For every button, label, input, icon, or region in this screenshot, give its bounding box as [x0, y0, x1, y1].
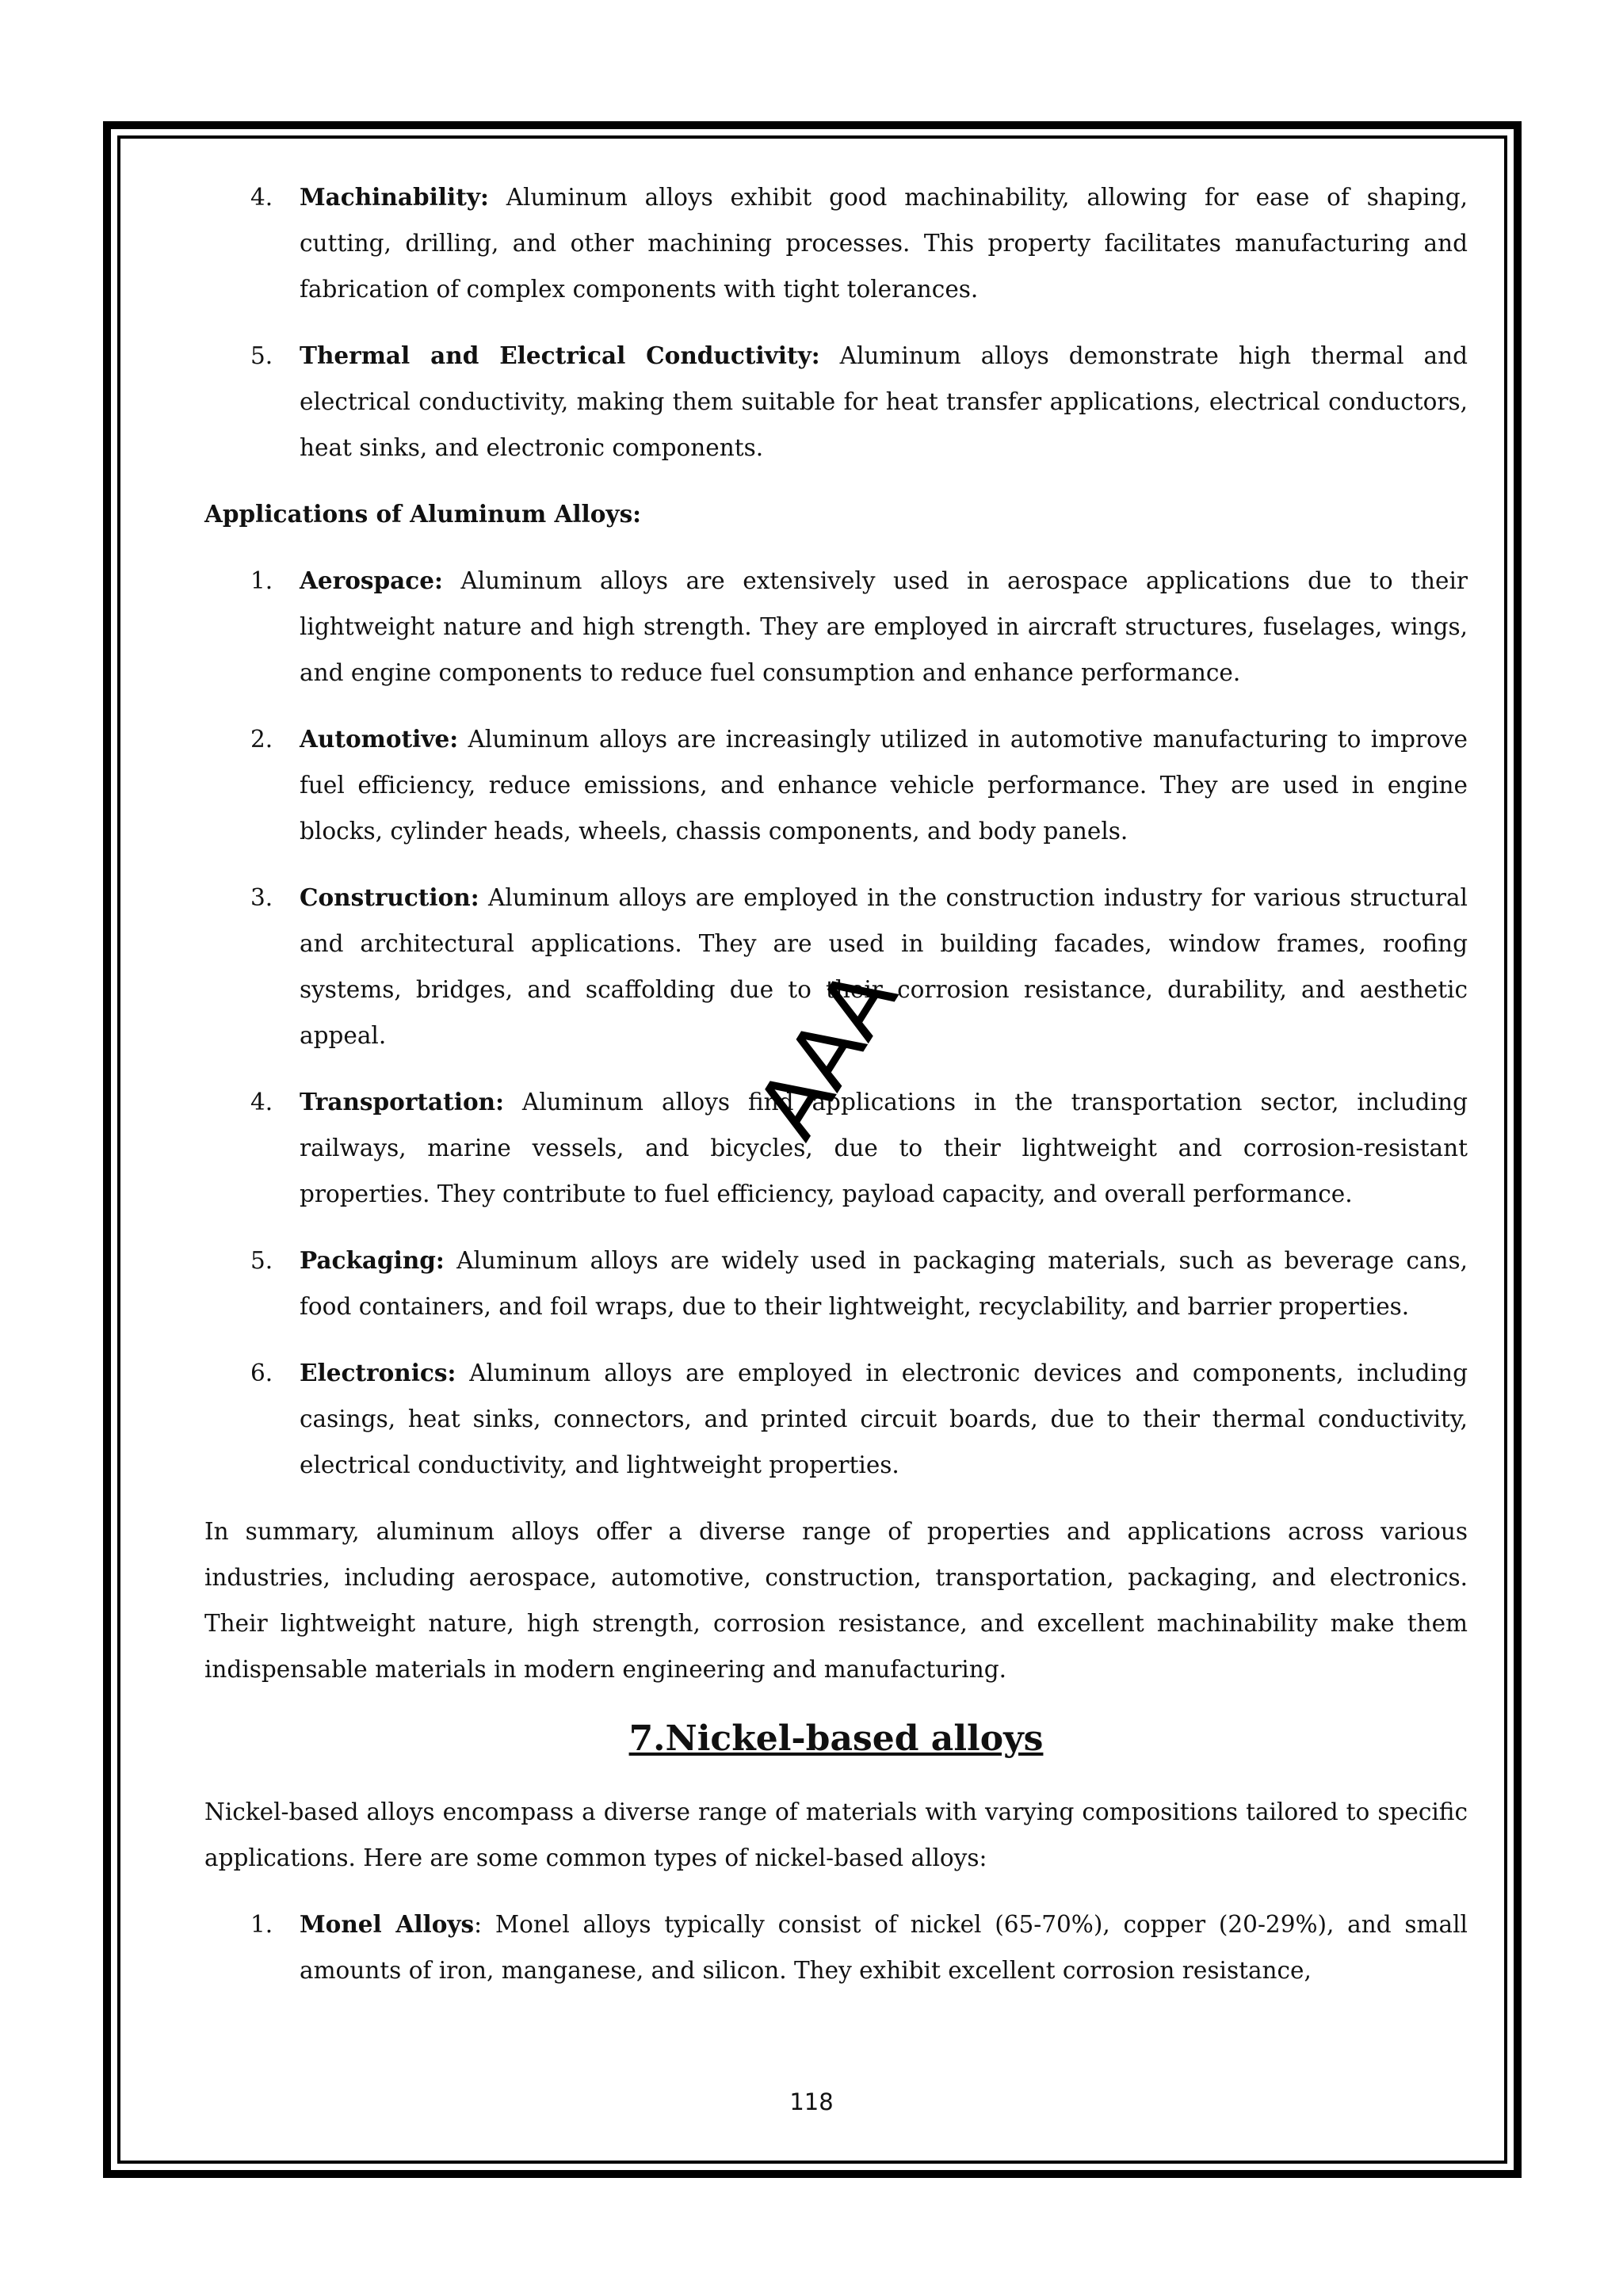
item-number: 1.: [250, 1911, 273, 1938]
item-title: Machinability:: [300, 183, 489, 211]
item-text: Aluminum alloys are widely used in packaging materials, such as beverage cans, food containers, and foil wraps, due to their lightweight, recyclability, and barrier properties.: [300, 1247, 1468, 1320]
item-number: 5.: [250, 342, 273, 369]
item-number: 4.: [250, 184, 273, 211]
watermark: AAA: [737, 953, 916, 1155]
item-title: Electronics:: [300, 1359, 456, 1386]
item-text: Aluminum alloys are employed in electronic devices and components, including casings, heat sinks, connectors, and printed circuit boards, due to their thermal conductivity, electrical conductivity, and lightweight properties.: [300, 1360, 1468, 1478]
item-number: 2.: [250, 726, 273, 753]
list-item: [204, 333, 1468, 471]
list-item: [204, 1350, 1468, 1488]
list-item: [204, 716, 1468, 854]
item-number: 5.: [250, 1247, 273, 1274]
item-title: Packaging:: [300, 1246, 445, 1274]
item-title: Construction:: [300, 883, 479, 911]
item-title: Aerospace:: [300, 566, 443, 594]
item-text: Aluminum alloys are increasingly utilized in automotive manufacturing to improve fuel efficiency, reduce emissions, and enhance vehicle performance. They are used in engine blocks, cylinder heads, wheels, chassis components, and body panels.: [300, 726, 1468, 845]
item-number: 1.: [250, 567, 273, 594]
chapter-title: 7.Nickel-based alloys: [628, 1718, 1044, 1759]
list-item: [204, 875, 1468, 1058]
item-title: Monel Alloys: [300, 1910, 475, 1938]
list-item: [204, 558, 1468, 696]
item-number: 3.: [250, 884, 273, 911]
item-title: Automotive:: [300, 725, 459, 753]
item-text: Aluminum alloys are extensively used in aerospace applications due to their lightweight nature and high strength. They are employed in aircraft structures, fuselages, wings, and engine components to reduce fuel consumption and enhance performance.: [300, 567, 1468, 686]
item-title: Transportation:: [300, 1088, 504, 1116]
list-item: [204, 174, 1468, 312]
list-item: [204, 1238, 1468, 1329]
summary-paragraph: In summary, aluminum alloys offer a diverse range of properties and applications across various industries, including aerospace, automotive, construction, transportation, packaging, and electronics. Their lightweight nature, high strength, corrosion resistance, and excellent machinability make them indispensable materials in modern engineering and manufacturing.: [204, 1518, 1468, 1683]
intro-paragraph: Nickel-based alloys encompass a diverse range of materials with varying compositions tailored to specific applications. Here are some common types of nickel-based alloys:: [204, 1798, 1468, 1871]
list-item: [204, 1079, 1468, 1217]
list-item: [204, 1901, 1468, 1993]
item-text: Aluminum alloys demonstrate high thermal and electrical conductivity, making them suitable for heat transfer applications, electrical conductors, heat sinks, and electronic components.: [300, 342, 1468, 461]
item-text: Aluminum alloys exhibit good machinability, allowing for ease of shaping, cutting, drilling, and other machining processes. This property facilitates manufacturing and fabrication of complex components with tight tolerances.: [300, 184, 1468, 303]
item-number: 6.: [250, 1360, 273, 1386]
item-title: Thermal and Electrical Conductivity:: [300, 341, 820, 369]
item-text: Aluminum alloys find applications in the transportation sector, including railways, marine vessels, and bicycles, due to their lightweight and corrosion-resistant properties. They contribute to fuel efficiency, payload capacity, and overall performance.: [300, 1089, 1468, 1207]
item-text: : Monel alloys typically consist of nickel (65-70%), copper (20-29%), and small amounts of iron, manganese, and silicon. They exhibit excellent corrosion resistance,: [300, 1911, 1468, 1984]
page-content: [204, 174, 1468, 2014]
item-number: 4.: [250, 1089, 273, 1116]
section-heading: Applications of Aluminum Alloys:: [204, 500, 642, 528]
item-text: Aluminum alloys are employed in the construction industry for various structural and architectural applications. They are used in building facades, window frames, roofing systems, bridges, and scaffolding due to their corrosion resistance, durability, and aesthetic appeal.: [300, 884, 1468, 1049]
page-number: 118: [789, 2088, 834, 2115]
